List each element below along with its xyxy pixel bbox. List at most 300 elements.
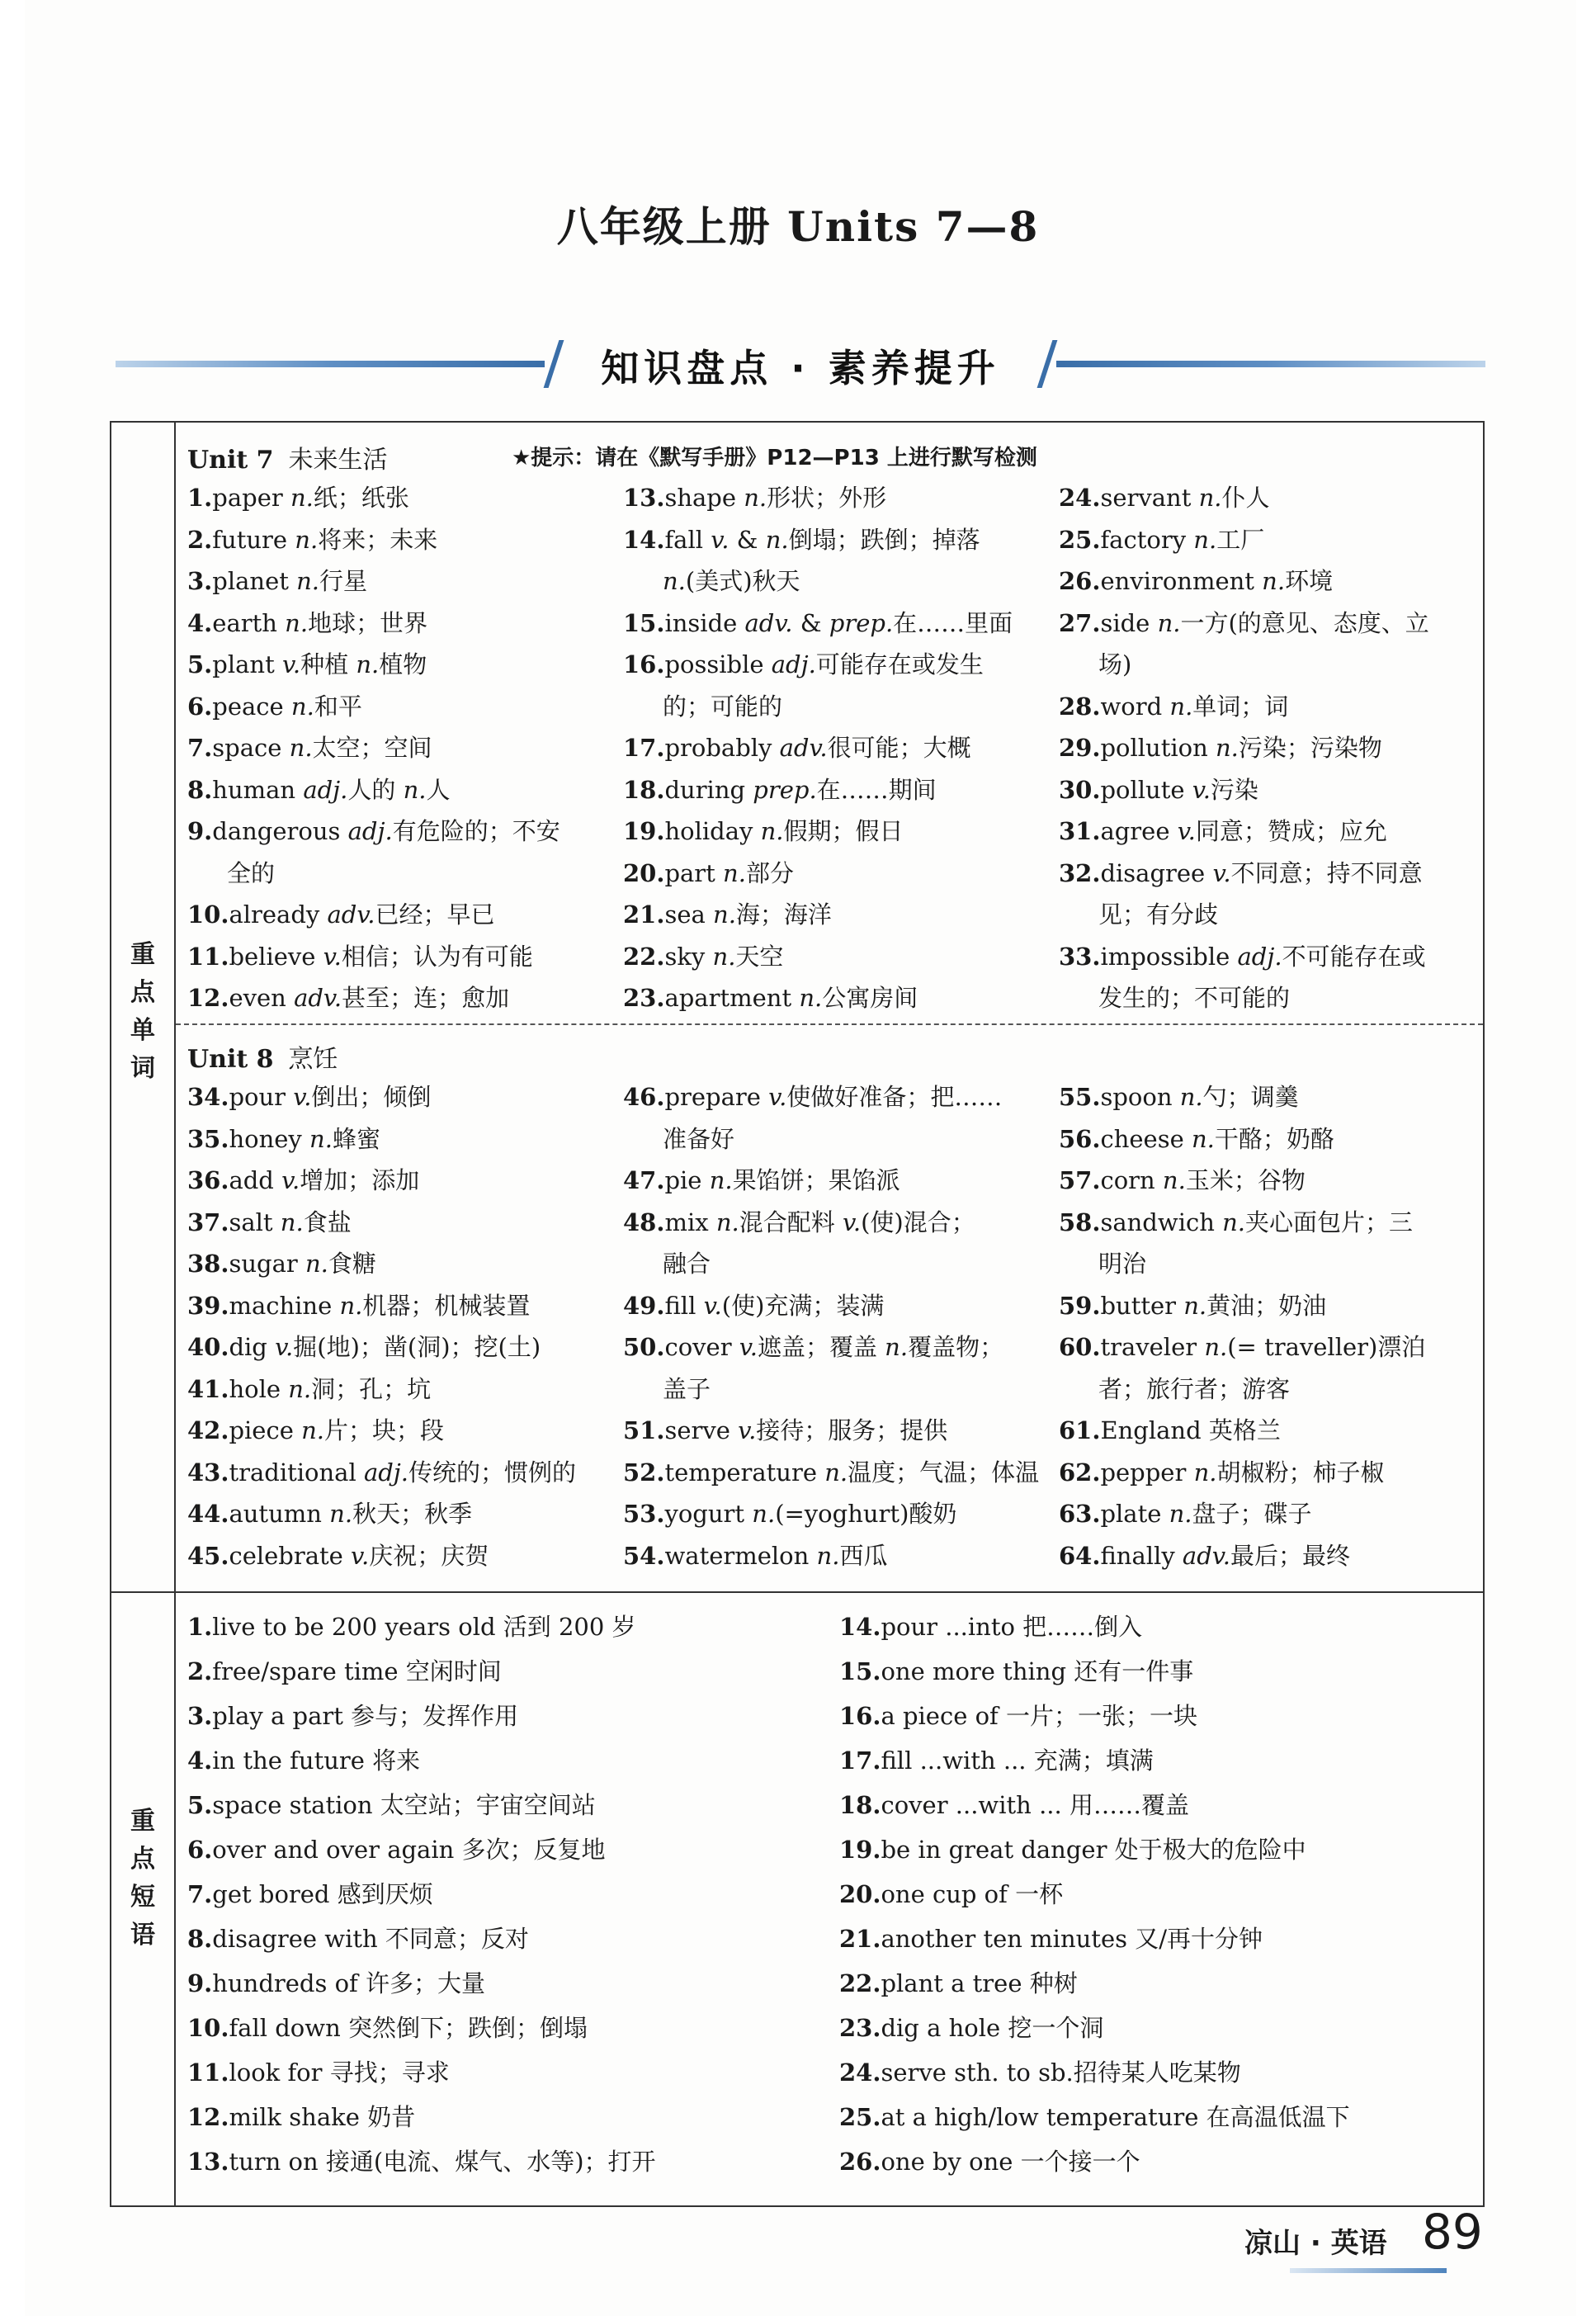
phrase-text: be in great danger 处于极大的危险中 [881,1836,1306,1864]
headword: 明治 [1098,1250,1147,1278]
word-item [1059,1202,1471,1244]
phrase-item [187,1783,839,1827]
unit7-title-zh: 未来生活 [288,446,388,475]
headword: salt [229,1208,281,1236]
item-number: 20. [839,1880,881,1908]
phrase-column-2 [839,1605,1475,2184]
item-number: 64. [1059,1541,1101,1570]
phrase-item [839,1694,1475,1738]
word-item [623,727,1059,769]
word-item [187,1493,623,1535]
word-item [1059,1118,1471,1160]
unit8-column-1 [187,1076,623,1576]
word-item [1059,519,1471,561]
item-number: 33. [1059,942,1101,971]
meaning: 胡椒粉；柿子椒 [1216,1458,1385,1486]
headword: honey [229,1124,310,1153]
headword: pollution [1100,734,1216,762]
meaning: (=yoghurt)酸奶 [775,1500,957,1528]
meaning: 遮盖；覆盖 [757,1333,885,1361]
phrase-text: space station 太空站；宇宙空间站 [212,1791,596,1819]
unit7-column-2 [623,477,1059,1019]
headword: servant [1100,484,1199,512]
part-of-speech: v. [351,1541,370,1570]
item-number: 51. [623,1416,665,1444]
part-of-speech: v. [842,1208,862,1236]
headword: celebrate [229,1541,352,1570]
part-of-speech: adj. [363,1458,409,1486]
headword: believe [229,942,323,971]
word-item-continuation [1059,1368,1471,1411]
word-item [623,1535,1059,1577]
phrase-text: look for 寻找；寻求 [229,2058,450,2087]
meaning: 食盐 [303,1208,352,1236]
headword: mix [664,1208,716,1236]
headword: paper [212,484,290,512]
word-item [623,1452,1059,1494]
item-number: 9. [187,1969,213,1997]
headword: 的；可能的 [663,692,783,721]
phrase-text: pour ...into 把……倒入 [881,1613,1143,1641]
unit8-word-list [187,1076,1471,1576]
item-number: 13. [187,2148,229,2176]
meaning: 人 [426,775,451,804]
meaning: (使)混合； [861,1208,975,1236]
item-number: 12. [187,984,229,1012]
phrase-item [187,1961,839,2006]
part-of-speech: n. [288,1374,312,1403]
part-of-speech: adv. [1182,1541,1230,1570]
word-item [187,1452,623,1494]
word-item [623,1493,1059,1535]
item-number: 26. [1059,567,1101,595]
headword: shape [664,484,744,512]
item-number: 7. [187,1880,213,1908]
headword: yogurt [664,1500,753,1528]
item-number: 10. [187,2014,229,2042]
item-number: 60. [1059,1333,1101,1361]
part-of-speech: n. [285,608,309,637]
word-item [187,727,623,769]
phrase-text: another ten minutes 又/再十分钟 [881,1925,1263,1953]
meaning: 工厂 [1216,525,1265,554]
phrase-item [187,1694,839,1738]
headword: 融合 [663,1250,711,1278]
unit7-column-3 [1059,477,1471,1019]
section-label-words [111,936,174,1088]
item-number: 31. [1059,817,1101,845]
word-item [187,1118,623,1160]
item-number: 4. [187,1746,213,1775]
phrase-text: one more thing 还有一件事 [881,1657,1194,1685]
part-of-speech: v. [281,1166,300,1194]
word-item [1059,853,1471,895]
part-of-speech: v. [711,525,730,554]
meaning: (使)充满；装满 [721,1291,885,1320]
item-number: 62. [1059,1458,1101,1486]
word-item [623,853,1059,895]
meaning: 行星 [319,567,368,595]
item-number: 46. [623,1083,665,1111]
item-number: 17. [623,734,665,762]
unit8-title-zh: 烹饪 [288,1045,338,1074]
headword: fall [664,525,711,554]
word-item [623,477,1059,519]
meaning: 同意；赞成；应允 [1195,817,1387,845]
item-number: 14. [623,525,665,554]
item-number: 43. [187,1458,229,1486]
part-of-speech: n. [339,1291,363,1320]
item-number: 20. [623,858,665,887]
item-number: 41. [187,1374,229,1403]
word-item [1059,1410,1471,1452]
word-item-continuation [1059,644,1471,686]
headword: word [1100,692,1170,721]
item-number: 55. [1059,1083,1101,1111]
headword: inside [664,608,745,637]
word-item-continuation [187,853,623,895]
unit7-column-1 [187,477,623,1019]
word-item-continuation [623,1243,1059,1285]
footer-underline [1290,2268,1447,2273]
item-number: 2. [187,525,213,554]
word-item [187,1160,623,1202]
unit8-column-2 [623,1076,1059,1576]
meaning: 环境 [1285,567,1334,595]
part-of-speech: n. [765,525,789,554]
headword: possible [664,650,772,678]
meaning: 夹心面包片；三 [1245,1208,1414,1236]
item-number: 54. [623,1541,665,1570]
meaning: 在……期间 [816,775,937,804]
headword: spoon [1100,1083,1180,1111]
meaning: 和平 [314,692,362,721]
phrase-item [187,2095,839,2139]
item-number: 28. [1059,692,1101,721]
item-number: 2. [187,1657,213,1685]
meaning: 黄油；奶油 [1206,1291,1327,1320]
word-item [187,936,623,978]
headword: serve [664,1416,739,1444]
section-label-phrases [111,1803,174,1954]
meaning: 秋天；秋季 [352,1500,473,1528]
item-number: 16. [839,1702,881,1730]
item-number: 5. [187,650,213,678]
section-divider [111,1591,1483,1593]
meaning: 西瓜 [839,1541,888,1570]
part-of-speech: n. [713,900,736,929]
part-of-speech: n. [1193,1458,1217,1486]
word-item [1059,811,1471,853]
headword: disagree [1100,858,1213,887]
headword: planet [212,567,297,595]
unit7-title: Unit 7 [187,446,274,475]
item-number: 49. [623,1291,665,1320]
part-of-speech: n. [290,484,314,512]
item-number: 47. [623,1166,665,1194]
headword: 盖子 [663,1374,711,1403]
item-number: 6. [187,692,213,721]
part-of-speech: n. [752,1500,776,1528]
item-number: 3. [187,1702,213,1730]
word-item [187,686,623,728]
headword: sugar [229,1250,305,1278]
part-of-speech: v. [768,1083,787,1111]
part-of-speech: n. [744,484,767,512]
word-item [187,1202,623,1244]
phrase-text: over and over again 多次；反复地 [212,1836,606,1864]
meaning: 假期；假日 [783,817,904,845]
meaning: 植物 [379,650,427,678]
section-label-words-char: 词 [130,1054,155,1083]
headword: cheese [1100,1124,1192,1153]
meaning: 将来；未来 [318,525,438,554]
word-item [187,477,623,519]
part-of-speech: adv. [779,734,828,762]
page-number: 89 [1422,2204,1483,2260]
meaning: (= traveller)漂泊 [1227,1333,1426,1361]
item-number: 34. [187,1083,229,1111]
item-number: 25. [1059,525,1101,554]
word-item [187,769,623,811]
meaning: 甚至；连；愈加 [342,984,510,1012]
word-item-continuation [1059,894,1471,936]
meaning: (美式)秋天 [685,567,800,595]
phrase-item [839,1605,1475,1649]
item-number: 29. [1059,734,1101,762]
phrase-item [839,1872,1475,1917]
item-number: 25. [839,2103,881,2131]
phrase-text: one by one 一个接一个 [881,2148,1140,2176]
word-item [187,811,623,853]
headword: impossible [1100,942,1238,971]
meaning: 增加；添加 [300,1166,420,1194]
meaning: 不同意；持不同意 [1230,858,1423,887]
headword: cover [664,1333,739,1361]
headword: pepper [1100,1458,1194,1486]
item-number: 1. [187,1613,213,1641]
meaning: 在……里面 [893,608,1013,637]
word-item-continuation [1059,977,1471,1019]
headword: sky [664,942,713,971]
word-item [623,644,1059,686]
word-item [187,603,623,645]
meaning: 温度；气温；体温 [848,1458,1040,1486]
part-of-speech: n. [1179,1083,1203,1111]
item-number: 11. [187,2058,229,2087]
word-item [1059,1160,1471,1202]
phrase-text: disagree with 不同意；反对 [212,1925,529,1953]
item-number: 17. [839,1746,881,1775]
headword: pollute [1100,775,1192,804]
word-item [623,1326,1059,1368]
banner-slash-right [1037,340,1058,388]
part-of-speech: n. [1198,484,1222,512]
item-number: 8. [187,1925,213,1953]
part-of-speech: prep. [829,608,894,637]
item-number: 36. [187,1166,229,1194]
part-of-speech: n. [723,858,746,887]
meaning: 海；海洋 [735,900,832,929]
phrase-text: fill ...with ... 充满；填满 [881,1746,1154,1775]
item-number: 35. [187,1124,229,1153]
meaning: 有危险的；不安 [392,817,560,845]
item-number: 52. [623,1458,665,1486]
part-of-speech: n. [715,1208,739,1236]
meaning: 形状；外形 [767,484,887,512]
meaning: 倒出；倾倒 [311,1083,432,1111]
item-number: 19. [623,817,665,845]
banner-line-right [1056,361,1485,367]
headword: watermelon [664,1541,817,1570]
phrase-item [839,1917,1475,1961]
phrase-item [839,2050,1475,2095]
phrase-text: plant a tree 种树 [881,1969,1078,1997]
item-number: 7. [187,734,213,762]
part-of-speech: n. [356,650,380,678]
phrase-item [839,2139,1475,2184]
phrase-text: cover ...with ... 用……覆盖 [881,1791,1189,1819]
word-item [623,811,1059,853]
meaning: 人的 [347,775,404,804]
headword: sea [664,900,714,929]
meaning: 污染 [1210,775,1258,804]
meaning: 混合配料 [739,1208,843,1236]
phrase-item [187,1827,839,1872]
item-number: 45. [187,1541,229,1570]
word-item [187,560,623,603]
meaning: 玉米；谷物 [1185,1166,1306,1194]
part-of-speech: n. [290,692,314,721]
phrase-text: serve sth. to sb.招待某人吃某物 [881,2058,1241,2087]
headword: pie [664,1166,710,1194]
headword: sandwich [1100,1208,1223,1236]
section-banner [116,330,1485,396]
meaning: & [729,525,766,554]
phrase-item [839,1827,1475,1872]
item-number: 37. [187,1208,229,1236]
item-number: 1. [187,484,213,512]
part-of-speech: adj. [1237,942,1282,971]
headword: agree [1100,817,1178,845]
item-number: 59. [1059,1291,1101,1320]
word-item [1059,603,1471,645]
table-sidebar [111,423,176,2205]
phrase-text: one cup of 一杯 [881,1880,1064,1908]
item-number: 63. [1059,1500,1101,1528]
headword: traveler [1100,1333,1205,1361]
meaning: 部分 [745,858,794,887]
meaning: 盘子；碟子 [1192,1500,1312,1528]
item-number: 23. [623,984,665,1012]
word-item [623,519,1059,561]
phrase-item [839,1649,1475,1694]
word-item [187,894,623,936]
item-number: 10. [187,900,229,929]
page-title: 八年级上册 Units 7—8 [556,202,1040,251]
word-item [187,1410,623,1452]
meaning: 庆祝；庆贺 [369,1541,489,1570]
meaning: 太空；空间 [312,734,432,762]
word-item [187,1243,623,1285]
section-label-phrases-char: 短 [130,1883,155,1912]
meaning: 勺；调羹 [1202,1083,1299,1111]
word-item [1059,727,1471,769]
part-of-speech: n. [760,817,784,845]
word-item [623,936,1059,978]
part-of-speech: n. [885,1333,909,1361]
part-of-speech: n. [1193,525,1217,554]
meaning: 地球；世界 [308,608,428,637]
part-of-speech: adv. [294,984,342,1012]
headword: 发生的；不可能的 [1098,984,1291,1012]
headword: temperature [664,1458,825,1486]
meaning: 不可能存在或 [1282,942,1426,971]
word-item-continuation [623,560,1059,603]
phrase-item [187,1917,839,1961]
item-number: 4. [187,608,213,637]
part-of-speech: n. [1262,567,1286,595]
phrase-text: hundreds of 许多；大量 [212,1969,485,1997]
banner-line-left [116,361,545,367]
part-of-speech: n. [799,984,823,1012]
headword: traditional [229,1458,364,1486]
part-of-speech: n. [301,1416,324,1444]
phrase-text: live to be 200 years old 活到 200 岁 [212,1613,636,1641]
item-number: 26. [839,2148,881,2176]
part-of-speech: n. [824,1458,848,1486]
meaning: 污染；污染物 [1238,734,1382,762]
part-of-speech: adv. [327,900,375,929]
headword: prepare [664,1083,769,1111]
meaning: & [792,608,829,637]
item-number: 30. [1059,775,1101,804]
word-item-continuation [623,1368,1059,1411]
word-item [623,1076,1059,1118]
word-item [623,977,1059,1019]
phrase-text: in the future 将来 [212,1746,421,1775]
banner-text: 知识盘点 · 素养提升 [601,346,1000,390]
part-of-speech: v. [738,1416,757,1444]
part-of-speech: adj. [303,775,348,804]
meaning: 一方(的意见、态度、立 [1180,608,1429,637]
headword: piece [229,1416,302,1444]
part-of-speech: n. [709,1166,733,1194]
word-item-continuation [623,1118,1059,1160]
word-item [187,1076,623,1118]
unit7-heading [187,439,388,475]
item-number: 61. [1059,1416,1101,1444]
meaning: 纸；纸张 [313,484,409,512]
headword: autumn [229,1500,330,1528]
part-of-speech: v. [1177,817,1196,845]
item-number: 24. [839,2058,881,2087]
word-item [1059,560,1471,603]
meaning: 蜂蜜 [332,1124,380,1153]
word-item [623,1410,1059,1452]
phrase-column-1 [187,1605,839,2184]
headword: 见；有分歧 [1098,900,1219,929]
headword: part [664,858,724,887]
headword: probably [664,734,780,762]
part-of-speech: n. [289,734,313,762]
part-of-speech: n. [329,1500,353,1528]
phrase-item [187,2139,839,2184]
item-number: 19. [839,1836,881,1864]
phrase-item [839,2006,1475,2050]
phrase-text: fall down 突然倒下；跌倒；倒塌 [229,2014,588,2042]
meaning: 公寓房间 [822,984,918,1012]
